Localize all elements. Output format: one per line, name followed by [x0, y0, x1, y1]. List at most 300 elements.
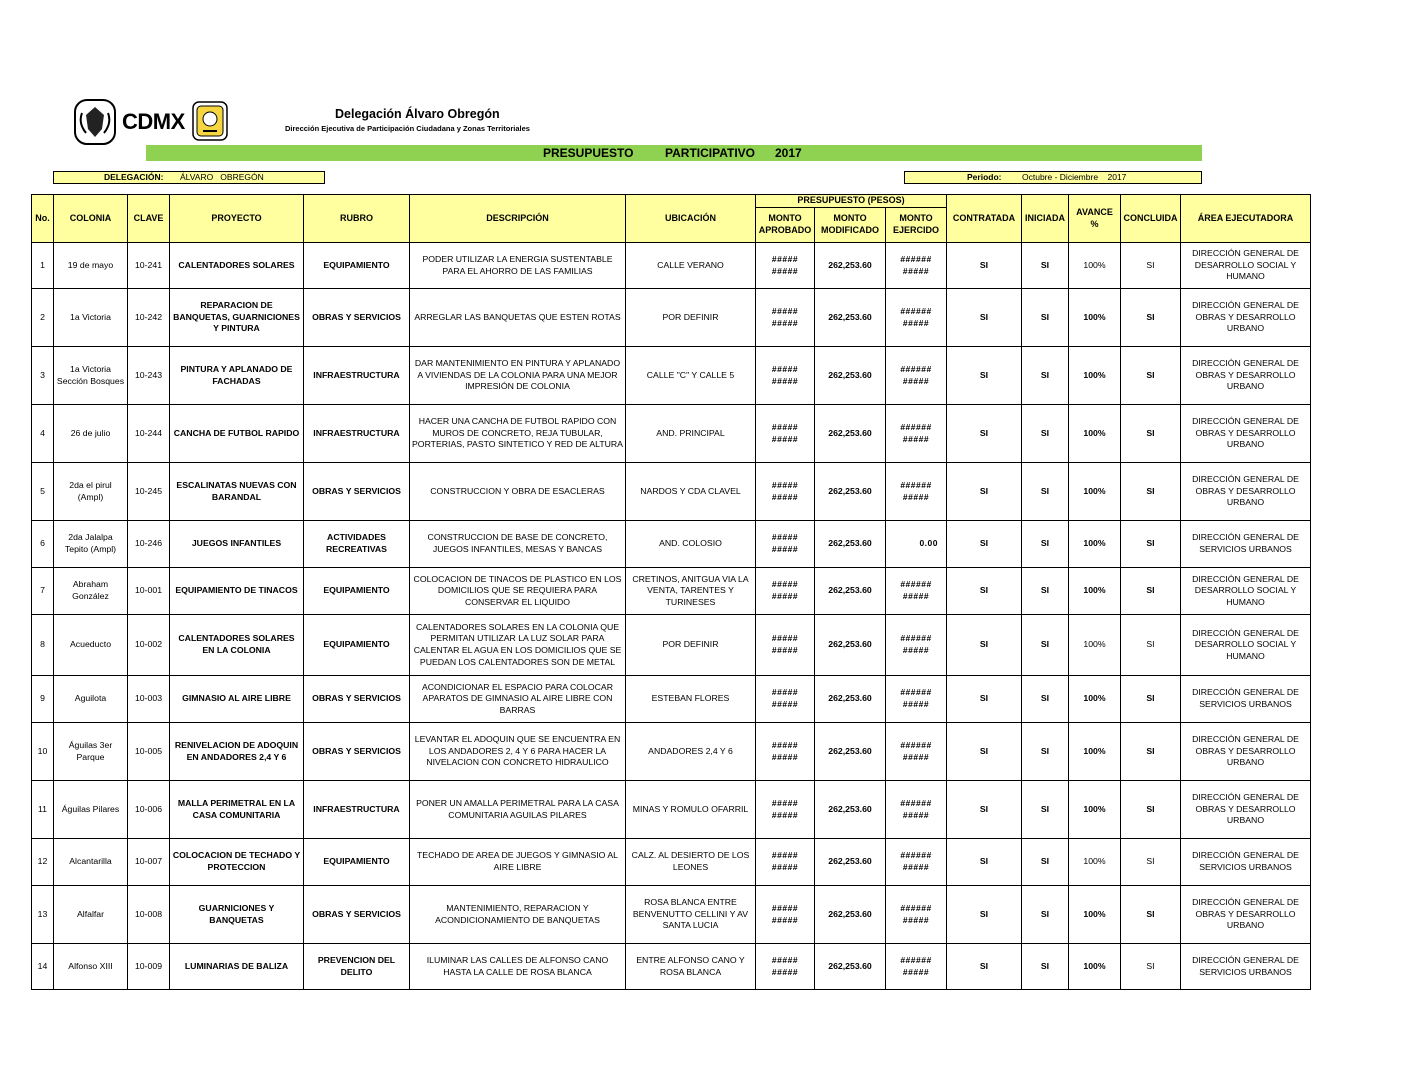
cell-contratada: SI — [947, 289, 1022, 347]
cell-monto-aprobado — [756, 886, 815, 944]
cell-rubro: INFRAESTRUCTURA — [304, 347, 410, 405]
cell-rubro: OBRAS Y SERVICIOS — [304, 676, 410, 723]
aprobado-line-1: ##### — [771, 305, 799, 316]
cell-ubicacion: CALZ. AL DESIERTO DE LOS LEONES — [626, 839, 756, 886]
cell-no: 9 — [32, 676, 54, 723]
cell-proyecto: REPARACION DE BANQUETAS, GUARNICIONES Y PINTURA — [170, 289, 304, 347]
cell-rubro: EQUIPAMIENTO — [304, 243, 410, 289]
aprobado-line-2: ##### — [771, 265, 799, 276]
cell-monto-aprobado — [756, 781, 815, 839]
aprobado-line-1: ##### — [771, 421, 799, 432]
aprobado-line-1: ##### — [771, 253, 799, 264]
cell-ubicacion: MINAS Y ROMULO OFARRIL — [626, 781, 756, 839]
ejercido-line-2: ##### — [902, 491, 930, 502]
col-header-monto-ejercido: MONTO EJERCIDO — [886, 208, 947, 243]
aprobado-line-2: ##### — [771, 699, 799, 709]
cell-avance: 100% — [1069, 676, 1121, 723]
cell-iniciada: SI — [1022, 347, 1069, 405]
cell-avance: 100% — [1069, 886, 1121, 944]
cell-monto-ejercido — [886, 463, 947, 521]
cell-no: 13 — [32, 886, 54, 944]
col-header-contratada: CONTRATADA — [947, 195, 1022, 243]
periodo-label: Periodo: — [967, 172, 1002, 182]
cell-colonia: 1a Victoria — [54, 289, 128, 347]
cell-area: DIRECCIÓN GENERAL DE OBRAS Y DESARROLLO URBANO — [1181, 289, 1311, 347]
cell-proyecto: CALENTADORES SOLARES EN LA COLONIA — [170, 615, 304, 676]
cell-monto-aprobado — [756, 521, 815, 568]
cell-colonia: Alcantarilla — [54, 839, 128, 886]
cell-rubro: PREVENCION DEL DELITO — [304, 944, 410, 990]
col-header-monto-modificado: MONTO MODIFICADO — [815, 208, 886, 243]
cell-ubicacion: CALLE VERANO — [626, 243, 756, 289]
cell-concluida: SI — [1121, 289, 1181, 347]
cell-concluida: SI — [1121, 944, 1181, 990]
cell-contratada: SI — [947, 463, 1022, 521]
aprobado-line-1: ##### — [771, 579, 799, 590]
aprobado-line-2: ##### — [771, 751, 799, 762]
cell-rubro: EQUIPAMIENTO — [304, 568, 410, 615]
cell-monto-modificado: 262,253.60 — [815, 289, 886, 347]
cdmx-logo: CDMX — [122, 109, 185, 134]
ejercido-line-2: ##### — [902, 699, 930, 709]
ejercido-line-2: ##### — [902, 751, 930, 762]
cell-monto-modificado: 262,253.60 — [815, 944, 886, 990]
cell-colonia: 26 de julio — [54, 405, 128, 463]
cell-monto-ejercido — [886, 405, 947, 463]
cell-proyecto: GUARNICIONES Y BANQUETAS — [170, 886, 304, 944]
table-row — [32, 676, 1311, 723]
cell-descripcion: ACONDICIONAR EL ESPACIO PARA COLOCAR APARATOS DE GIMNASIO AL AIRE LIBRE CON BARRAS — [410, 676, 626, 723]
col-header-ubicacion: UBICACIÓN — [626, 195, 756, 243]
cell-monto-modificado: 262,253.60 — [815, 347, 886, 405]
cell-avance: 100% — [1069, 839, 1121, 886]
table-row — [32, 521, 1311, 568]
cell-iniciada: SI — [1022, 839, 1069, 886]
cell-descripcion: LEVANTAR EL ADOQUIN QUE SE ENCUENTRA EN LOS ANDADORES 2, 4 Y 6 PARA HACER LA NIVELACION CON CONCRETO HIDRAULICO — [410, 723, 626, 781]
cell-proyecto: JUEGOS INFANTILES — [170, 521, 304, 568]
cell-contratada: SI — [947, 886, 1022, 944]
ejercido-line-1: ###### — [900, 253, 932, 264]
cell-monto-aprobado — [756, 944, 815, 990]
cell-ubicacion: ANDADORES 2,4 Y 6 — [626, 723, 756, 781]
cell-ubicacion: ENTRE ALFONSO CANO Y ROSA BLANCA — [626, 944, 756, 990]
cell-monto-ejercido — [886, 723, 947, 781]
ejercido-line-2: ##### — [902, 591, 930, 601]
col-header-monto-aprobado: MONTO APROBADO — [756, 208, 815, 243]
cell-contratada: SI — [947, 347, 1022, 405]
table-row — [32, 615, 1311, 676]
cell-clave: 10-006 — [128, 781, 170, 839]
table-row — [32, 289, 1311, 347]
cell-area: DIRECCIÓN GENERAL DE SERVICIOS URBANOS — [1181, 839, 1311, 886]
cell-contratada: SI — [947, 521, 1022, 568]
cell-monto-aprobado — [756, 676, 815, 723]
periodo-box — [904, 171, 1202, 184]
title-word-presupuesto: PRESUPUESTO — [543, 146, 634, 160]
aprobado-line-2: ##### — [771, 317, 799, 328]
cell-iniciada: SI — [1022, 405, 1069, 463]
ejercido-line-2: ##### — [902, 966, 930, 977]
cell-monto-aprobado — [756, 723, 815, 781]
cell-avance: 100% — [1069, 568, 1121, 615]
cell-concluida: SI — [1121, 347, 1181, 405]
col-header-concluida: CONCLUIDA — [1121, 195, 1181, 243]
aprobado-line-2: ##### — [771, 591, 799, 601]
cell-clave: 10-242 — [128, 289, 170, 347]
cell-proyecto: PINTURA Y APLANADO DE FACHADAS — [170, 347, 304, 405]
ejercido-line-2: ##### — [902, 317, 930, 328]
cell-monto-aprobado — [756, 463, 815, 521]
cell-area: DIRECCIÓN GENERAL DE DESARROLLO SOCIAL Y HUMANO — [1181, 568, 1311, 615]
cell-ubicacion: AND. PRINCIPAL — [626, 405, 756, 463]
cell-descripcion: CONSTRUCCION DE BASE DE CONCRETO, JUEGOS INFANTILES, MESAS Y BANCAS — [410, 521, 626, 568]
cell-monto-ejercido — [886, 243, 947, 289]
cell-contratada: SI — [947, 781, 1022, 839]
cell-clave: 10-007 — [128, 839, 170, 886]
ejercido-line-2: ##### — [902, 645, 930, 655]
cell-no: 5 — [32, 463, 54, 521]
col-header-descripcion: DESCRIPCIÓN — [410, 195, 626, 243]
aprobado-line-2: ##### — [771, 862, 799, 872]
ejercido-line-2: ##### — [902, 862, 930, 872]
cell-colonia: 2da Jalalpa Tepito (Ampl) — [54, 521, 128, 568]
aprobado-line-1: ##### — [771, 633, 799, 644]
col-header-presupuesto: PRESUPUESTO (PESOS) — [756, 195, 947, 208]
cell-monto-aprobado — [756, 568, 815, 615]
cell-rubro: OBRAS Y SERVICIOS — [304, 289, 410, 347]
periodo-value: Octubre - Diciembre 2017 — [1022, 172, 1127, 182]
col-header-avance: AVANCE % — [1069, 195, 1121, 243]
cell-proyecto: GIMNASIO AL AIRE LIBRE — [170, 676, 304, 723]
cell-monto-aprobado — [756, 347, 815, 405]
ejercido-line-2: ##### — [902, 265, 930, 276]
cell-contratada: SI — [947, 568, 1022, 615]
cell-no: 7 — [32, 568, 54, 615]
cell-concluida: SI — [1121, 615, 1181, 676]
cell-area: DIRECCIÓN GENERAL DE SERVICIOS URBANOS — [1181, 944, 1311, 990]
ejercido-line-1: ###### — [900, 421, 932, 432]
aprobado-line-1: ##### — [771, 797, 799, 808]
cell-concluida: SI — [1121, 781, 1181, 839]
cell-avance: 100% — [1069, 289, 1121, 347]
cell-avance: 100% — [1069, 463, 1121, 521]
cell-clave: 10-002 — [128, 615, 170, 676]
ejercido-line-2: ##### — [902, 914, 930, 925]
cell-ubicacion: POR DEFINIR — [626, 615, 756, 676]
cell-monto-modificado: 262,253.60 — [815, 839, 886, 886]
col-header-proyecto: PROYECTO — [170, 195, 304, 243]
cell-avance: 100% — [1069, 347, 1121, 405]
aprobado-line-2: ##### — [771, 645, 799, 655]
cell-area: DIRECCIÓN GENERAL DE OBRAS Y DESARROLLO URBANO — [1181, 886, 1311, 944]
cell-monto-modificado: 262,253.60 — [815, 676, 886, 723]
aprobado-line-1: ##### — [771, 850, 799, 861]
table-row — [32, 405, 1311, 463]
cell-no: 4 — [32, 405, 54, 463]
cell-area: DIRECCIÓN GENERAL DE OBRAS Y DESARROLLO URBANO — [1181, 463, 1311, 521]
cell-monto-modificado: 262,253.60 — [815, 463, 886, 521]
cell-proyecto: EQUIPAMIENTO DE TINACOS — [170, 568, 304, 615]
cell-descripcion: ILUMINAR LAS CALLES DE ALFONSO CANO HASTA LA CALLE DE ROSA BLANCA — [410, 944, 626, 990]
cell-colonia: Águilas 3er Parque — [54, 723, 128, 781]
cell-clave: 10-008 — [128, 886, 170, 944]
cell-area: DIRECCIÓN GENERAL DE DESARROLLO SOCIAL Y HUMANO — [1181, 615, 1311, 676]
cell-iniciada: SI — [1022, 289, 1069, 347]
cell-monto-ejercido — [886, 568, 947, 615]
cell-clave: 10-245 — [128, 463, 170, 521]
table-body — [32, 243, 1311, 990]
cell-colonia: 19 de mayo — [54, 243, 128, 289]
ejercido-line-1: ###### — [900, 797, 932, 808]
cell-clave: 10-241 — [128, 243, 170, 289]
cell-proyecto: CANCHA DE FUTBOL RAPIDO — [170, 405, 304, 463]
cell-contratada: SI — [947, 243, 1022, 289]
cell-descripcion: CONSTRUCCION Y OBRA DE ESACLERAS — [410, 463, 626, 521]
ejercido-line-1: ###### — [900, 579, 932, 590]
cell-rubro: OBRAS Y SERVICIOS — [304, 723, 410, 781]
cell-ubicacion: CALLE "C" Y CALLE 5 — [626, 347, 756, 405]
cell-descripcion: HACER UNA CANCHA DE FUTBOL RAPIDO CON MUROS DE CONCRETO, REJA TUBULAR, PORTERIAS, PASTO SINTETICO Y RED DE ALTURA — [410, 405, 626, 463]
cell-monto-modificado: 262,253.60 — [815, 886, 886, 944]
delegacion-box — [53, 171, 325, 184]
cell-iniciada: SI — [1022, 521, 1069, 568]
cell-ubicacion: ROSA BLANCA ENTRE BENVENUTTO CELLINI Y AV SANTA LUCIA — [626, 886, 756, 944]
cell-area: DIRECCIÓN GENERAL DE SERVICIOS URBANOS — [1181, 676, 1311, 723]
cell-colonia: Alfonso XIII — [54, 944, 128, 990]
col-header-colonia: COLONIA — [54, 195, 128, 243]
aprobado-line-1: ##### — [771, 532, 799, 543]
delegacion-label: DELEGACIÓN: — [104, 172, 164, 182]
ejercido-line-1: ###### — [900, 954, 932, 965]
cell-colonia: 2da el pirul (Ampl) — [54, 463, 128, 521]
table-row — [32, 886, 1311, 944]
cell-contratada: SI — [947, 723, 1022, 781]
cell-monto-aprobado — [756, 289, 815, 347]
budget-table — [31, 194, 1311, 990]
cell-ubicacion: ESTEBAN FLORES — [626, 676, 756, 723]
cell-proyecto: MALLA PERIMETRAL EN LA CASA COMUNITARIA — [170, 781, 304, 839]
cell-area: DIRECCIÓN GENERAL DE DESARROLLO SOCIAL Y HUMANO — [1181, 243, 1311, 289]
cell-iniciada: SI — [1022, 886, 1069, 944]
cell-concluida: SI — [1121, 886, 1181, 944]
aprobado-line-1: ##### — [771, 363, 799, 374]
cell-descripcion: MANTENIMIENTO, REPARACION Y ACONDICIONAMIENTO DE BANQUETAS — [410, 886, 626, 944]
ejercido-line-2: ##### — [902, 809, 930, 820]
cell-rubro: INFRAESTRUCTURA — [304, 405, 410, 463]
organization-subtitle: Dirección Ejecutiva de Participación Ciudadana y Zonas Territoriales — [285, 124, 530, 133]
cell-monto-modificado: 262,253.60 — [815, 405, 886, 463]
cell-monto-ejercido — [886, 839, 947, 886]
cell-colonia: 1a Victoria Sección Bosques — [54, 347, 128, 405]
cell-colonia: Abraham González — [54, 568, 128, 615]
cell-area: DIRECCIÓN GENERAL DE OBRAS Y DESARROLLO URBANO — [1181, 781, 1311, 839]
cell-descripcion: TECHADO DE AREA DE JUEGOS Y GIMNASIO AL AIRE LIBRE — [410, 839, 626, 886]
cell-monto-ejercido — [886, 289, 947, 347]
cell-clave: 10-243 — [128, 347, 170, 405]
delegacion-value: ÁLVARO OBREGÓN — [180, 172, 264, 182]
ejercido-line-1: ###### — [900, 305, 932, 316]
ejercido-line-1: ###### — [900, 363, 932, 374]
cell-clave: 10-246 — [128, 521, 170, 568]
cell-ubicacion: CRETINOS, ANITGUA VIA LA VENTA, TARENTES Y TURINESES — [626, 568, 756, 615]
cell-clave: 10-003 — [128, 676, 170, 723]
aprobado-line-2: ##### — [771, 491, 799, 502]
aprobado-line-1: ##### — [771, 479, 799, 490]
cell-avance: 100% — [1069, 243, 1121, 289]
cell-iniciada: SI — [1022, 615, 1069, 676]
cell-monto-ejercido — [886, 781, 947, 839]
aprobado-line-2: ##### — [771, 375, 799, 386]
cell-contratada: SI — [947, 676, 1022, 723]
aprobado-line-2: ##### — [771, 966, 799, 977]
table-row — [32, 347, 1311, 405]
cell-iniciada: SI — [1022, 463, 1069, 521]
cell-no: 8 — [32, 615, 54, 676]
aprobado-line-1: ##### — [771, 954, 799, 965]
table-row — [32, 944, 1311, 990]
cell-clave: 10-001 — [128, 568, 170, 615]
cell-iniciada: SI — [1022, 723, 1069, 781]
aprobado-line-2: ##### — [771, 914, 799, 925]
table-row — [32, 723, 1311, 781]
cell-colonia: Alfalfar — [54, 886, 128, 944]
title-year: 2017 — [775, 146, 802, 160]
alvaro-obregon-emblem-icon — [192, 101, 228, 141]
cell-monto-aprobado — [756, 839, 815, 886]
cell-rubro: EQUIPAMIENTO — [304, 839, 410, 886]
ejercido-line-1: 0.00 — [919, 538, 938, 549]
cell-iniciada: SI — [1022, 676, 1069, 723]
col-header-iniciada: INICIADA — [1022, 195, 1069, 243]
table-row — [32, 243, 1311, 289]
cell-no: 14 — [32, 944, 54, 990]
title-word-participativo: PARTICIPATIVO — [665, 146, 755, 160]
cell-no: 12 — [32, 839, 54, 886]
cell-avance: 100% — [1069, 723, 1121, 781]
cell-iniciada: SI — [1022, 243, 1069, 289]
cell-monto-ejercido — [886, 886, 947, 944]
cell-monto-modificado: 262,253.60 — [815, 243, 886, 289]
cell-avance: 100% — [1069, 405, 1121, 463]
cell-monto-modificado: 262,253.60 — [815, 723, 886, 781]
cell-descripcion: COLOCACION DE TINACOS DE PLASTICO EN LOS DOMICILIOS QUE SE REQUIERA PARA CONSERVAR EL LIQUIDO — [410, 568, 626, 615]
cell-avance: 100% — [1069, 944, 1121, 990]
cell-descripcion: CALENTADORES SOLARES EN LA COLONIA QUE PERMITAN UTILIZAR LA LUZ SOLAR PARA CALENTAR EL AGUA EN LOS DOMICILIOS QUE SE PUEDAN LOS CALENTADORES SON DE METAL — [410, 615, 626, 676]
col-header-clave: CLAVE — [128, 195, 170, 243]
cell-monto-modificado: 262,253.60 — [815, 781, 886, 839]
ejercido-line-1: ###### — [900, 633, 932, 644]
cell-descripcion: PODER UTILIZAR LA ENERGIA SUSTENTABLE PARA EL AHORRO DE LAS FAMILIAS — [410, 243, 626, 289]
cell-proyecto: ESCALINATAS NUEVAS CON BARANDAL — [170, 463, 304, 521]
cell-concluida: SI — [1121, 676, 1181, 723]
cell-monto-ejercido — [886, 944, 947, 990]
cell-proyecto: COLOCACION DE TECHADO Y PROTECCION — [170, 839, 304, 886]
aprobado-line-1: ##### — [771, 739, 799, 750]
cell-clave: 10-005 — [128, 723, 170, 781]
cell-rubro: OBRAS Y SERVICIOS — [304, 886, 410, 944]
cell-rubro: ACTIVIDADES RECREATIVAS — [304, 521, 410, 568]
cell-colonia: Águilas Pilares — [54, 781, 128, 839]
cell-avance: 100% — [1069, 615, 1121, 676]
cell-concluida: SI — [1121, 243, 1181, 289]
cell-monto-aprobado — [756, 243, 815, 289]
cell-contratada: SI — [947, 944, 1022, 990]
cell-concluida: SI — [1121, 521, 1181, 568]
cell-area: DIRECCIÓN GENERAL DE SERVICIOS URBANOS — [1181, 521, 1311, 568]
cell-area: DIRECCIÓN GENERAL DE OBRAS Y DESARROLLO URBANO — [1181, 723, 1311, 781]
col-header-area: ÁREA EJECUTADORA — [1181, 195, 1311, 243]
cell-descripcion: PONER UN AMALLA PERIMETRAL PARA LA CASA COMUNITARIA AGUILAS PILARES — [410, 781, 626, 839]
cell-avance: 100% — [1069, 521, 1121, 568]
aprobado-line-2: ##### — [771, 544, 799, 554]
cell-no: 1 — [32, 243, 54, 289]
cell-area: DIRECCIÓN GENERAL DE OBRAS Y DESARROLLO URBANO — [1181, 347, 1311, 405]
cell-no: 10 — [32, 723, 54, 781]
ejercido-line-1: ###### — [900, 902, 932, 913]
cell-monto-ejercido — [886, 676, 947, 723]
ejercido-line-1: ###### — [900, 739, 932, 750]
cell-ubicacion: NARDOS Y CDA CLAVEL — [626, 463, 756, 521]
table-row — [32, 781, 1311, 839]
cell-colonia: Acueducto — [54, 615, 128, 676]
cell-concluida: SI — [1121, 723, 1181, 781]
cell-iniciada: SI — [1022, 568, 1069, 615]
ejercido-line-1: ###### — [900, 850, 932, 861]
cell-monto-modificado: 262,253.60 — [815, 521, 886, 568]
cell-avance: 100% — [1069, 781, 1121, 839]
cell-proyecto: LUMINARIAS DE BALIZA — [170, 944, 304, 990]
cell-area: DIRECCIÓN GENERAL DE OBRAS Y DESARROLLO URBANO — [1181, 405, 1311, 463]
cell-rubro: INFRAESTRUCTURA — [304, 781, 410, 839]
cell-no: 2 — [32, 289, 54, 347]
government-seal-icon — [74, 99, 116, 145]
cell-colonia: Aguilota — [54, 676, 128, 723]
aprobado-line-2: ##### — [771, 433, 799, 444]
col-header-no: No. — [32, 195, 54, 243]
cell-monto-ejercido — [886, 521, 947, 568]
cell-iniciada: SI — [1022, 781, 1069, 839]
cell-ubicacion: POR DEFINIR — [626, 289, 756, 347]
ejercido-line-1: ###### — [900, 687, 932, 698]
cell-monto-aprobado — [756, 615, 815, 676]
cell-descripcion: DAR MANTENIMIENTO EN PINTURA Y APLANADO A VIVIENDAS DE LA COLONIA PARA UNA MEJOR IMPRESIÓN DE COLONIA — [410, 347, 626, 405]
aprobado-line-2: ##### — [771, 809, 799, 820]
cell-monto-modificado: 262,253.60 — [815, 568, 886, 615]
cell-no: 11 — [32, 781, 54, 839]
cell-monto-ejercido — [886, 347, 947, 405]
cell-concluida: SI — [1121, 463, 1181, 521]
cell-descripcion: ARREGLAR LAS BANQUETAS QUE ESTEN ROTAS — [410, 289, 626, 347]
cell-concluida: SI — [1121, 405, 1181, 463]
ejercido-line-2: ##### — [902, 433, 930, 444]
cell-rubro: OBRAS Y SERVICIOS — [304, 463, 410, 521]
cell-monto-ejercido — [886, 615, 947, 676]
cell-contratada: SI — [947, 615, 1022, 676]
title-banner — [146, 145, 1202, 161]
cell-concluida: SI — [1121, 568, 1181, 615]
cell-iniciada: SI — [1022, 944, 1069, 990]
ejercido-line-1: ###### — [900, 479, 932, 490]
cell-monto-modificado: 262,253.60 — [815, 615, 886, 676]
cell-contratada: SI — [947, 839, 1022, 886]
cell-proyecto: CALENTADORES SOLARES — [170, 243, 304, 289]
cell-no: 6 — [32, 521, 54, 568]
cell-monto-aprobado — [756, 405, 815, 463]
cell-clave: 10-009 — [128, 944, 170, 990]
col-header-rubro: RUBRO — [304, 195, 410, 243]
cell-proyecto: RENIVELACION DE ADOQUIN EN ANDADORES 2,4 Y 6 — [170, 723, 304, 781]
aprobado-line-1: ##### — [771, 902, 799, 913]
